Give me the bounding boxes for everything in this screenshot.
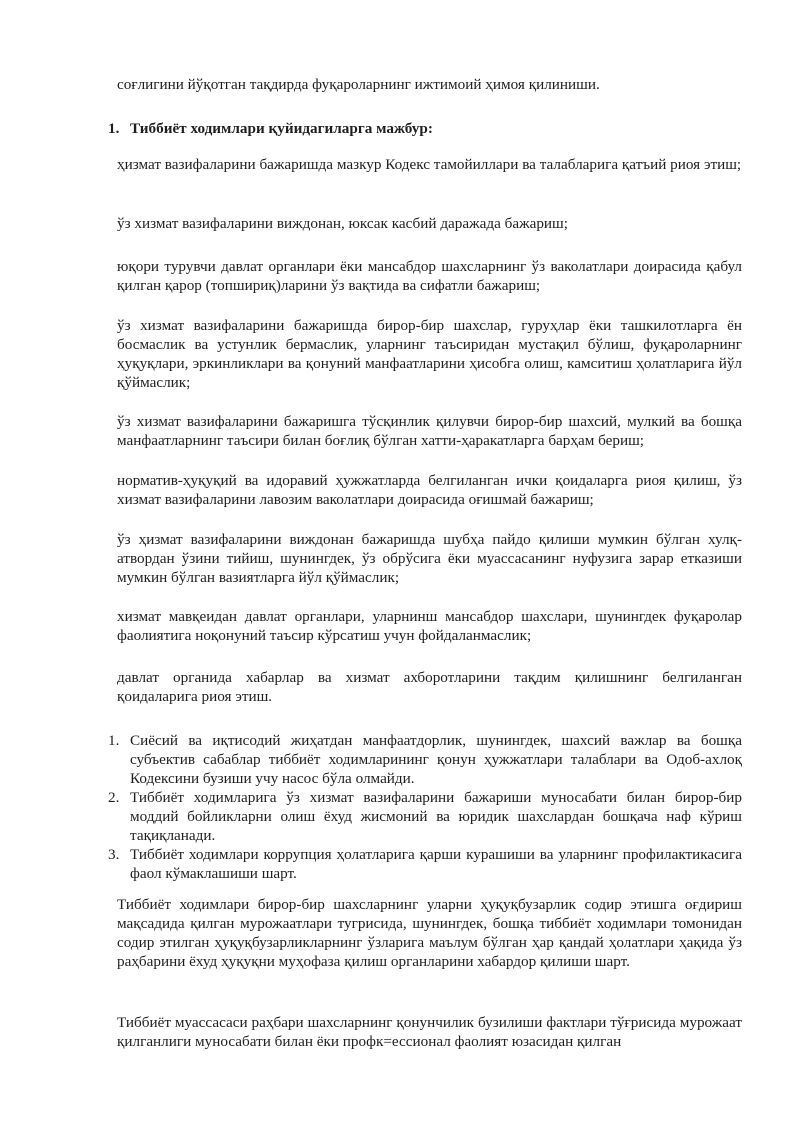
list-item-number: 3. bbox=[108, 846, 120, 863]
continued-paragraph: соғлигини йўқотган тақдирда фуқароларнинг ижтимоий ҳимоя қилиниши. bbox=[117, 76, 600, 93]
duty-paragraph: ўз хизмат вазифаларини виждонан, юксак касбий даражада бажариш; bbox=[117, 215, 568, 232]
list-item bbox=[108, 845, 742, 883]
duty-paragraph: ўз хизмат вазифаларини бажаришда бирор-бир шахслар, гуруҳлар ёки ташкилотларга ён босмаслик ва устунлик бермаслик, уларнинг таъсиридан мустақил бўлиш, фуқароларнинг ҳуқуқлари, эркинликлари ва қонуний манфаатларини ҳисобга олиш, камситиш ҳолатларига йўл қўймаслик; bbox=[117, 317, 742, 391]
list-item bbox=[108, 731, 742, 788]
list-item bbox=[108, 788, 742, 845]
closing-paragraph: Тиббиёт муассасаси раҳбари шахсларнинг қонунчилик бузилиши фактлари тўғрисида мурожаат қилганлиги муносабати билан ёки профк=ессионал фаолият юзасидан қилган bbox=[117, 1014, 742, 1050]
list-item-text: Тиббиёт ходимлари коррупция ҳолатларига қарши курашиши ва уларнинг профилактикасига фаол кўмаклашиши шарт. bbox=[130, 846, 742, 882]
section-heading bbox=[108, 119, 433, 138]
section-title: Тиббиёт ходимлари қуйидагиларга мажбур: bbox=[130, 120, 433, 137]
duty-paragraph: ҳизмат вазифаларини бажаришда мазкур Кодекс тамойиллари ва талабларига қатъий риоя этиш; bbox=[117, 156, 742, 173]
section-number: 1. bbox=[108, 120, 120, 137]
duty-paragraph: хизмат мавқеидан давлат органлари, уларнинш мансабдор шахслари, шунингдек фуқаролар фаолиятига ноқонуний таъсир кўрсатиш учун фойдаланмаслик; bbox=[117, 608, 742, 644]
duty-paragraph: ўз ҳизмат вазифаларини виждонан бажаришда шубҳа пайдо қилиши мумкин бўлган хулқ-атвордан ўзини тийиш, шунингдек, ўз обрўсига ёки муассасанинг нуфузига зарар етказиши мумкин бўлган вазиятларга йўл қўймаслик; bbox=[117, 531, 742, 586]
list-item-number: 2. bbox=[108, 789, 120, 806]
numbered-list bbox=[108, 731, 742, 883]
list-item-text: Сиёсий ва иқтисодий жиҳатдан манфаатдорлик, шунингдек, шахсий важлар ва бошқа субъектив сабаблар тиббиёт ходимларининг қонун ҳужжатлари талаблари ва Одоб-ахлоқ Кодексини бузиши учу насос бўла олмайди. bbox=[130, 732, 742, 787]
list-item-text: Тиббиёт ходимларига ўз хизмат вазифаларини бажариши муносабати билан бирор-бир моддий бойликларни олиш ёхуд жисмоний ва юридик шахслардан бошқача наф кўриш тақиқланади. bbox=[130, 789, 742, 844]
closing-paragraph: Тиббиёт ходимлари бирор-бир шахсларнинг уларни ҳуқуқбузарлик содир этишга оғдириш мақсадида қилган мурожаатлари тугрисида, шунингдек, бошқа тиббиёт ходимлари томонидан содир этилган ҳуқуқбузарликларнинг ўзларига маълум бўлган ҳар қандай ҳолатлари ҳақида ўз раҳбарини ёхуд ҳуқуқни муҳофаза қилиш органларини хабардор қилиши шарт. bbox=[117, 896, 742, 970]
duty-paragraph: давлат органида хабарлар ва хизмат ахборотларини тақдим қилишнинг белгиланган қоидаларига риоя этиш. bbox=[117, 669, 742, 705]
duty-paragraph: норматив-ҳуқуқий ва идоравий ҳужжатларда белгиланган ички қоидаларга риоя қилиш, ўз хизмат вазифаларини лавозим ваколатлари доирасида оғишмай бажариш; bbox=[117, 472, 742, 508]
duty-paragraph: юқори турувчи давлат органлари ёки мансабдор шахсларнинг ўз ваколатлари доирасида қабул қилган қарор (топшириқ)ларини ўз вақтида ва сифатли бажариш; bbox=[117, 258, 742, 294]
list-item-number: 1. bbox=[108, 732, 120, 749]
duty-paragraph: ўз хизмат вазифаларини бажаришга тўсқинлик қилувчи бирор-бир шахсий, мулкий ва бошқа манфаатларнинг таъсири билан боғлиқ бўлган хатти-ҳаракатларга барҳам бериш; bbox=[117, 413, 742, 449]
